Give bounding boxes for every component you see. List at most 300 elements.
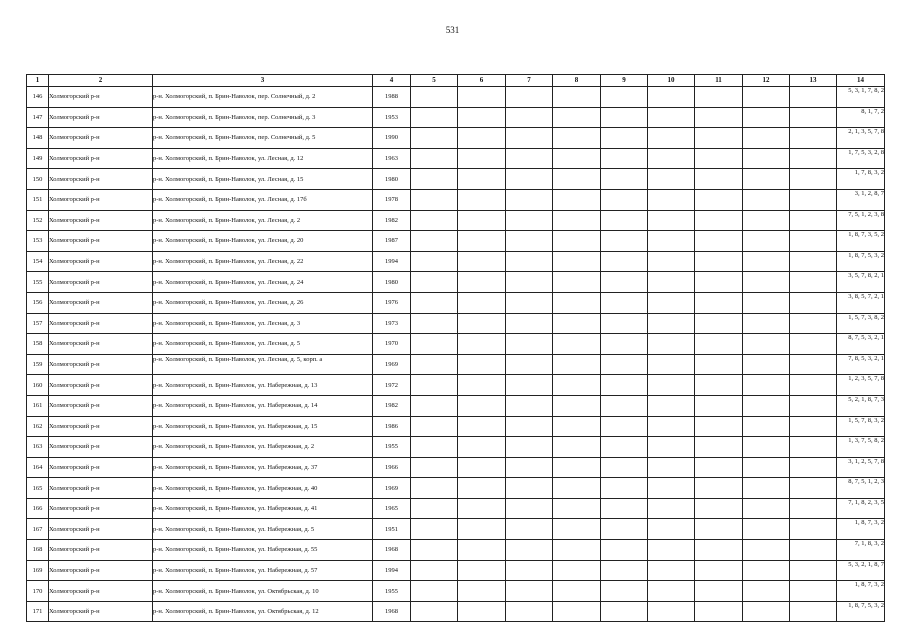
address-cell: р-н. Холмогорский, п. Брин-Наволок, ул. Набережная, д. 40 xyxy=(153,478,373,499)
codes-cell: 1, 5, 7, 3, 8, 2 xyxy=(837,313,885,334)
table-row xyxy=(27,231,885,252)
empty-cell-col-11 xyxy=(695,128,743,149)
address-cell: р-н. Холмогорский, п. Брин-Наволок, ул. Лесная, д. 26 xyxy=(153,292,373,313)
header-col-4: 4 xyxy=(373,75,411,87)
empty-cell-col-13 xyxy=(790,148,837,169)
table-row xyxy=(27,601,885,622)
row-number-cell: 156 xyxy=(27,292,49,313)
empty-cell-col-10 xyxy=(648,395,695,416)
codes-cell: 2, 1, 3, 5, 7, 8 xyxy=(837,128,885,149)
empty-cell-col-12 xyxy=(743,601,790,622)
empty-cell-col-11 xyxy=(695,395,743,416)
empty-cell-col-11 xyxy=(695,231,743,252)
empty-cell-col-12 xyxy=(743,354,790,375)
header-col-2: 2 xyxy=(49,75,153,87)
empty-cell-col-11 xyxy=(695,354,743,375)
header-col-10: 10 xyxy=(648,75,695,87)
empty-cell-col-11 xyxy=(695,313,743,334)
header-col-9: 9 xyxy=(601,75,648,87)
header-col-6: 6 xyxy=(458,75,506,87)
table-row xyxy=(27,313,885,334)
district-cell: Холмогорский р-н xyxy=(49,292,153,313)
codes-cell: 1, 8, 7, 3, 2 xyxy=(837,519,885,540)
empty-cell-col-10 xyxy=(648,210,695,231)
codes-cell: 3, 5, 7, 8, 2, 1 xyxy=(837,272,885,293)
empty-cell-col-12 xyxy=(743,169,790,190)
empty-cell-col-7 xyxy=(506,334,553,355)
empty-cell-col-12 xyxy=(743,334,790,355)
empty-cell-col-10 xyxy=(648,519,695,540)
empty-cell-col-12 xyxy=(743,375,790,396)
address-cell: р-н. Холмогорский, п. Брин-Наволок, ул. Лесная, д. 12 xyxy=(153,148,373,169)
district-cell: Холмогорский р-н xyxy=(49,540,153,561)
empty-cell-col-7 xyxy=(506,375,553,396)
empty-cell-col-13 xyxy=(790,354,837,375)
empty-cell-col-13 xyxy=(790,334,837,355)
district-cell: Холмогорский р-н xyxy=(49,210,153,231)
header-col-1: 1 xyxy=(27,75,49,87)
year-cell: 1994 xyxy=(373,560,411,581)
header-col-8: 8 xyxy=(553,75,601,87)
empty-cell-col-9 xyxy=(601,601,648,622)
address-cell: р-н. Холмогорский, п. Брин-Наволок, ул. Октябрьская, д. 12 xyxy=(153,601,373,622)
empty-cell-col-6 xyxy=(458,251,506,272)
year-cell: 1968 xyxy=(373,601,411,622)
empty-cell-col-5 xyxy=(411,519,458,540)
row-number-cell: 164 xyxy=(27,457,49,478)
empty-cell-col-10 xyxy=(648,498,695,519)
empty-cell-col-5 xyxy=(411,375,458,396)
address-cell: р-н. Холмогорский, п. Брин-Наволок, ул. Набережная, д. 5 xyxy=(153,519,373,540)
empty-cell-col-9 xyxy=(601,437,648,458)
district-cell: Холмогорский р-н xyxy=(49,334,153,355)
table-row xyxy=(27,334,885,355)
empty-cell-col-13 xyxy=(790,189,837,210)
empty-cell-col-8 xyxy=(553,395,601,416)
empty-cell-col-9 xyxy=(601,210,648,231)
codes-cell: 7, 8, 5, 3, 2, 1 xyxy=(837,354,885,375)
empty-cell-col-12 xyxy=(743,519,790,540)
empty-cell-col-9 xyxy=(601,457,648,478)
empty-cell-col-10 xyxy=(648,272,695,293)
empty-cell-col-12 xyxy=(743,87,790,108)
row-number-cell: 148 xyxy=(27,128,49,149)
empty-cell-col-10 xyxy=(648,148,695,169)
empty-cell-col-7 xyxy=(506,437,553,458)
district-cell: Холмогорский р-н xyxy=(49,375,153,396)
empty-cell-col-9 xyxy=(601,148,648,169)
empty-cell-col-5 xyxy=(411,395,458,416)
empty-cell-col-9 xyxy=(601,169,648,190)
empty-cell-col-11 xyxy=(695,210,743,231)
empty-cell-col-10 xyxy=(648,128,695,149)
address-cell: р-н. Холмогорский, п. Брин-Наволок, ул. Лесная, д. 20 xyxy=(153,231,373,252)
empty-cell-col-13 xyxy=(790,581,837,602)
empty-cell-col-7 xyxy=(506,519,553,540)
row-number-cell: 161 xyxy=(27,395,49,416)
empty-cell-col-5 xyxy=(411,540,458,561)
row-number-cell: 157 xyxy=(27,313,49,334)
district-cell: Холмогорский р-н xyxy=(49,313,153,334)
address-cell: р-н. Холмогорский, п. Брин-Наволок, ул. Набережная, д. 2 xyxy=(153,437,373,458)
district-cell: Холмогорский р-н xyxy=(49,457,153,478)
registry-table xyxy=(26,74,885,622)
empty-cell-col-5 xyxy=(411,189,458,210)
empty-cell-col-13 xyxy=(790,210,837,231)
empty-cell-col-5 xyxy=(411,292,458,313)
year-cell: 1987 xyxy=(373,231,411,252)
empty-cell-col-5 xyxy=(411,354,458,375)
empty-cell-col-6 xyxy=(458,128,506,149)
empty-cell-col-11 xyxy=(695,251,743,272)
empty-cell-col-6 xyxy=(458,354,506,375)
empty-cell-col-13 xyxy=(790,498,837,519)
empty-cell-col-12 xyxy=(743,416,790,437)
empty-cell-col-11 xyxy=(695,581,743,602)
codes-cell: 1, 8, 7, 5, 3, 2 xyxy=(837,251,885,272)
row-number-cell: 166 xyxy=(27,498,49,519)
year-cell: 1953 xyxy=(373,107,411,128)
header-row xyxy=(27,75,885,87)
district-cell: Холмогорский р-н xyxy=(49,581,153,602)
empty-cell-col-7 xyxy=(506,457,553,478)
empty-cell-col-8 xyxy=(553,272,601,293)
table-row xyxy=(27,478,885,499)
address-cell: р-н. Холмогорский, п. Брин-Наволок, пер. Солнечный, д. 2 xyxy=(153,87,373,108)
table-row xyxy=(27,519,885,540)
empty-cell-col-12 xyxy=(743,560,790,581)
empty-cell-col-13 xyxy=(790,437,837,458)
empty-cell-col-5 xyxy=(411,478,458,499)
empty-cell-col-5 xyxy=(411,334,458,355)
empty-cell-col-6 xyxy=(458,87,506,108)
empty-cell-col-5 xyxy=(411,560,458,581)
empty-cell-col-12 xyxy=(743,272,790,293)
empty-cell-col-5 xyxy=(411,313,458,334)
empty-cell-col-11 xyxy=(695,416,743,437)
year-cell: 1990 xyxy=(373,128,411,149)
district-cell: Холмогорский р-н xyxy=(49,519,153,540)
district-cell: Холмогорский р-н xyxy=(49,395,153,416)
empty-cell-col-5 xyxy=(411,601,458,622)
empty-cell-col-8 xyxy=(553,375,601,396)
row-number-cell: 152 xyxy=(27,210,49,231)
table-row xyxy=(27,354,885,375)
empty-cell-col-11 xyxy=(695,107,743,128)
empty-cell-col-9 xyxy=(601,560,648,581)
empty-cell-col-12 xyxy=(743,128,790,149)
year-cell: 1982 xyxy=(373,395,411,416)
codes-cell: 3, 8, 5, 7, 2, 1 xyxy=(837,292,885,313)
row-number-cell: 149 xyxy=(27,148,49,169)
district-cell: Холмогорский р-н xyxy=(49,437,153,458)
empty-cell-col-6 xyxy=(458,601,506,622)
table-row xyxy=(27,210,885,231)
empty-cell-col-8 xyxy=(553,478,601,499)
district-cell: Холмогорский р-н xyxy=(49,148,153,169)
codes-cell: 7, 1, 8, 2, 3, 5 xyxy=(837,498,885,519)
empty-cell-col-10 xyxy=(648,416,695,437)
empty-cell-col-13 xyxy=(790,251,837,272)
header-col-12: 12 xyxy=(743,75,790,87)
empty-cell-col-10 xyxy=(648,478,695,499)
empty-cell-col-10 xyxy=(648,354,695,375)
empty-cell-col-8 xyxy=(553,560,601,581)
empty-cell-col-13 xyxy=(790,87,837,108)
address-cell: р-н. Холмогорский, п. Брин-Наволок, ул. Лесная, д. 15 xyxy=(153,169,373,190)
empty-cell-col-6 xyxy=(458,437,506,458)
year-cell: 1966 xyxy=(373,457,411,478)
empty-cell-col-11 xyxy=(695,189,743,210)
empty-cell-col-6 xyxy=(458,107,506,128)
empty-cell-col-9 xyxy=(601,292,648,313)
row-number-cell: 171 xyxy=(27,601,49,622)
empty-cell-col-12 xyxy=(743,540,790,561)
empty-cell-col-7 xyxy=(506,251,553,272)
row-number-cell: 159 xyxy=(27,354,49,375)
empty-cell-col-10 xyxy=(648,437,695,458)
empty-cell-col-11 xyxy=(695,148,743,169)
empty-cell-col-13 xyxy=(790,540,837,561)
empty-cell-col-13 xyxy=(790,601,837,622)
empty-cell-col-11 xyxy=(695,292,743,313)
empty-cell-col-13 xyxy=(790,395,837,416)
year-cell: 1970 xyxy=(373,334,411,355)
year-cell: 1986 xyxy=(373,416,411,437)
empty-cell-col-7 xyxy=(506,416,553,437)
empty-cell-col-5 xyxy=(411,251,458,272)
year-cell: 1973 xyxy=(373,313,411,334)
empty-cell-col-5 xyxy=(411,169,458,190)
empty-cell-col-10 xyxy=(648,375,695,396)
table-row xyxy=(27,189,885,210)
table-row xyxy=(27,169,885,190)
year-cell: 1988 xyxy=(373,87,411,108)
empty-cell-col-12 xyxy=(743,478,790,499)
empty-cell-col-7 xyxy=(506,540,553,561)
address-cell: р-н. Холмогорский, п. Брин-Наволок, ул. Набережная, д. 14 xyxy=(153,395,373,416)
row-number-cell: 158 xyxy=(27,334,49,355)
table-header xyxy=(27,75,885,87)
row-number-cell: 170 xyxy=(27,581,49,602)
empty-cell-col-7 xyxy=(506,498,553,519)
empty-cell-col-8 xyxy=(553,519,601,540)
empty-cell-col-9 xyxy=(601,395,648,416)
district-cell: Холмогорский р-н xyxy=(49,87,153,108)
page-number: 531 xyxy=(445,25,460,35)
empty-cell-col-9 xyxy=(601,313,648,334)
empty-cell-col-8 xyxy=(553,540,601,561)
address-cell: р-н. Холмогорский, п. Брин-Наволок, ул. Набережная, д. 55 xyxy=(153,540,373,561)
empty-cell-col-12 xyxy=(743,457,790,478)
district-cell: Холмогорский р-н xyxy=(49,251,153,272)
empty-cell-col-8 xyxy=(553,210,601,231)
empty-cell-col-6 xyxy=(458,498,506,519)
district-cell: Холмогорский р-н xyxy=(49,169,153,190)
empty-cell-col-8 xyxy=(553,416,601,437)
codes-cell: 8, 7, 5, 1, 2, 3 xyxy=(837,478,885,499)
empty-cell-col-11 xyxy=(695,272,743,293)
row-number-cell: 147 xyxy=(27,107,49,128)
empty-cell-col-9 xyxy=(601,272,648,293)
address-cell: р-н. Холмогорский, п. Брин-Наволок, ул. Лесная, д. 17б xyxy=(153,189,373,210)
empty-cell-col-7 xyxy=(506,87,553,108)
empty-cell-col-5 xyxy=(411,128,458,149)
year-cell: 1980 xyxy=(373,169,411,190)
header-col-7: 7 xyxy=(506,75,553,87)
empty-cell-col-9 xyxy=(601,107,648,128)
address-cell: р-н. Холмогорский, п. Брин-Наволок, пер. Солнечный, д. 3 xyxy=(153,107,373,128)
empty-cell-col-12 xyxy=(743,148,790,169)
empty-cell-col-8 xyxy=(553,601,601,622)
empty-cell-col-11 xyxy=(695,375,743,396)
address-cell: р-н. Холмогорский, п. Брин-Наволок, ул. Набережная, д. 13 xyxy=(153,375,373,396)
empty-cell-col-9 xyxy=(601,375,648,396)
empty-cell-col-8 xyxy=(553,107,601,128)
empty-cell-col-8 xyxy=(553,313,601,334)
empty-cell-col-13 xyxy=(790,128,837,149)
empty-cell-col-10 xyxy=(648,457,695,478)
empty-cell-col-11 xyxy=(695,169,743,190)
empty-cell-col-11 xyxy=(695,601,743,622)
empty-cell-col-7 xyxy=(506,601,553,622)
empty-cell-col-6 xyxy=(458,334,506,355)
empty-cell-col-6 xyxy=(458,148,506,169)
year-cell: 1978 xyxy=(373,189,411,210)
empty-cell-col-8 xyxy=(553,292,601,313)
address-cell: р-н. Холмогорский, п. Брин-Наволок, ул. Октябрьская, д. 10 xyxy=(153,581,373,602)
codes-cell: 7, 1, 8, 3, 2 xyxy=(837,540,885,561)
district-cell: Холмогорский р-н xyxy=(49,231,153,252)
empty-cell-col-8 xyxy=(553,87,601,108)
empty-cell-col-6 xyxy=(458,395,506,416)
empty-cell-col-9 xyxy=(601,498,648,519)
empty-cell-col-8 xyxy=(553,251,601,272)
empty-cell-col-6 xyxy=(458,416,506,437)
empty-cell-col-6 xyxy=(458,540,506,561)
row-number-cell: 155 xyxy=(27,272,49,293)
codes-cell: 1, 7, 5, 3, 2, 8 xyxy=(837,148,885,169)
empty-cell-col-13 xyxy=(790,560,837,581)
year-cell: 1965 xyxy=(373,498,411,519)
empty-cell-col-9 xyxy=(601,540,648,561)
table-row xyxy=(27,540,885,561)
empty-cell-col-6 xyxy=(458,313,506,334)
empty-cell-col-5 xyxy=(411,210,458,231)
row-number-cell: 163 xyxy=(27,437,49,458)
table-row xyxy=(27,498,885,519)
codes-cell: 1, 2, 3, 5, 7, 8 xyxy=(837,375,885,396)
empty-cell-col-11 xyxy=(695,457,743,478)
address-cell: р-н. Холмогорский, п. Брин-Наволок, ул. Лесная, д. 5 xyxy=(153,334,373,355)
empty-cell-col-6 xyxy=(458,169,506,190)
empty-cell-col-8 xyxy=(553,231,601,252)
district-cell: Холмогорский р-н xyxy=(49,354,153,375)
empty-cell-col-6 xyxy=(458,478,506,499)
empty-cell-col-7 xyxy=(506,169,553,190)
empty-cell-col-6 xyxy=(458,457,506,478)
row-number-cell: 160 xyxy=(27,375,49,396)
empty-cell-col-9 xyxy=(601,87,648,108)
empty-cell-col-10 xyxy=(648,231,695,252)
row-number-cell: 151 xyxy=(27,189,49,210)
year-cell: 1994 xyxy=(373,251,411,272)
row-number-cell: 153 xyxy=(27,231,49,252)
codes-cell: 1, 7, 8, 3, 2 xyxy=(837,169,885,190)
empty-cell-col-8 xyxy=(553,148,601,169)
empty-cell-col-7 xyxy=(506,189,553,210)
empty-cell-col-9 xyxy=(601,416,648,437)
empty-cell-col-8 xyxy=(553,334,601,355)
table-row xyxy=(27,416,885,437)
empty-cell-col-6 xyxy=(458,581,506,602)
empty-cell-col-13 xyxy=(790,231,837,252)
empty-cell-col-6 xyxy=(458,519,506,540)
district-cell: Холмогорский р-н xyxy=(49,560,153,581)
row-number-cell: 167 xyxy=(27,519,49,540)
codes-cell: 5, 3, 2, 1, 8, 7 xyxy=(837,560,885,581)
empty-cell-col-6 xyxy=(458,272,506,293)
address-cell: р-н. Холмогорский, п. Брин-Наволок, ул. Лесная, д. 22 xyxy=(153,251,373,272)
codes-cell: 1, 3, 7, 5, 8, 2 xyxy=(837,437,885,458)
district-cell: Холмогорский р-н xyxy=(49,107,153,128)
empty-cell-col-7 xyxy=(506,210,553,231)
table-row xyxy=(27,437,885,458)
empty-cell-col-6 xyxy=(458,560,506,581)
codes-cell: 5, 2, 1, 8, 7, 3 xyxy=(837,395,885,416)
codes-cell: 3, 1, 2, 8, 7 xyxy=(837,189,885,210)
codes-cell: 3, 1, 2, 5, 7, 8 xyxy=(837,457,885,478)
empty-cell-col-12 xyxy=(743,292,790,313)
row-number-cell: 146 xyxy=(27,87,49,108)
empty-cell-col-7 xyxy=(506,231,553,252)
empty-cell-col-10 xyxy=(648,107,695,128)
empty-cell-col-5 xyxy=(411,272,458,293)
codes-cell: 1, 8, 7, 5, 3, 2 xyxy=(837,601,885,622)
empty-cell-col-5 xyxy=(411,87,458,108)
address-cell: р-н. Холмогорский, п. Брин-Наволок, ул. Лесная, д. 24 xyxy=(153,272,373,293)
header-col-11: 11 xyxy=(695,75,743,87)
empty-cell-col-7 xyxy=(506,148,553,169)
header-col-13: 13 xyxy=(790,75,837,87)
year-cell: 1972 xyxy=(373,375,411,396)
empty-cell-col-6 xyxy=(458,375,506,396)
address-cell: р-н. Холмогорский, п. Брин-Наволок, ул. Набережная, д. 57 xyxy=(153,560,373,581)
empty-cell-col-12 xyxy=(743,231,790,252)
empty-cell-col-5 xyxy=(411,107,458,128)
empty-cell-col-12 xyxy=(743,313,790,334)
codes-cell: 8, 1, 7, 2 xyxy=(837,107,885,128)
empty-cell-col-12 xyxy=(743,498,790,519)
row-number-cell: 169 xyxy=(27,560,49,581)
empty-cell-col-11 xyxy=(695,498,743,519)
empty-cell-col-13 xyxy=(790,169,837,190)
year-cell: 1976 xyxy=(373,292,411,313)
empty-cell-col-10 xyxy=(648,251,695,272)
empty-cell-col-8 xyxy=(553,354,601,375)
empty-cell-col-10 xyxy=(648,560,695,581)
empty-cell-col-11 xyxy=(695,540,743,561)
empty-cell-col-9 xyxy=(601,519,648,540)
empty-cell-col-8 xyxy=(553,169,601,190)
empty-cell-col-9 xyxy=(601,251,648,272)
empty-cell-col-13 xyxy=(790,416,837,437)
empty-cell-col-7 xyxy=(506,272,553,293)
address-cell: р-н. Холмогорский, п. Брин-Наволок, ул. Набережная, д. 15 xyxy=(153,416,373,437)
empty-cell-col-11 xyxy=(695,334,743,355)
district-cell: Холмогорский р-н xyxy=(49,416,153,437)
empty-cell-col-5 xyxy=(411,457,458,478)
